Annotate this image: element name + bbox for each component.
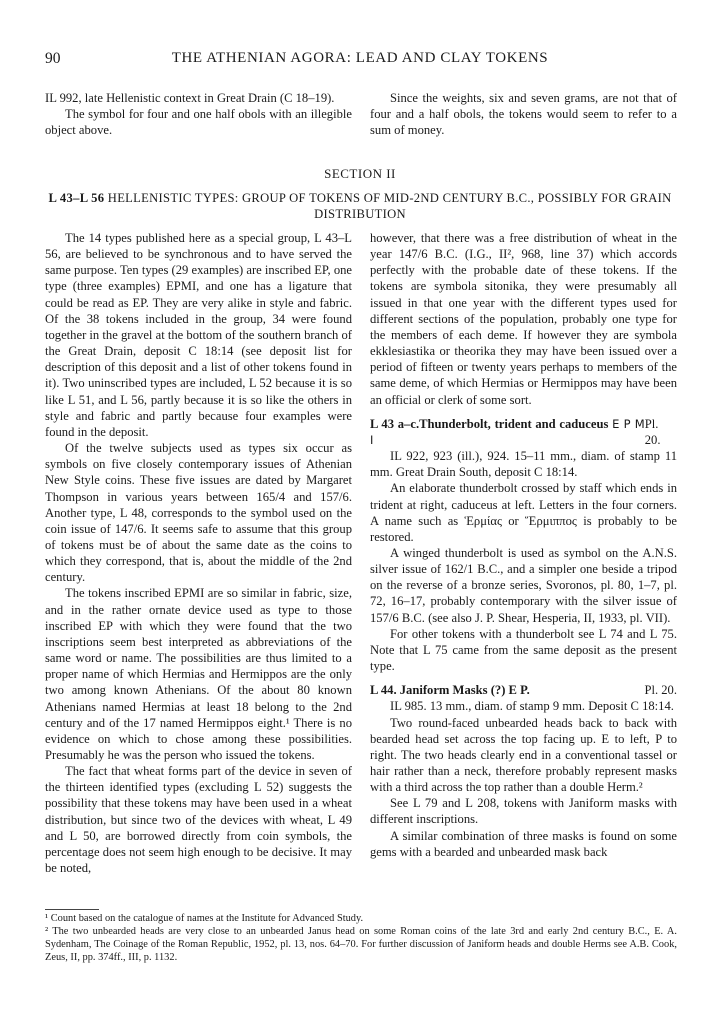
- main-left-column: [45, 230, 352, 876]
- paragraph: A winged thunderbolt is used as symbol on the A.N.S. silver issue of 162/1 B.C., and a simpler one beside a tripod on the reverse of a bronze series, Svoronos, pl. 80, 1–7, pl. 72, 16–17, probably contemporary with the silver issue of 157/6 B.C. (see also J. P. Shear, Hesperia, II, 1933, pl. VII).: [370, 545, 677, 625]
- paragraph: For other tokens with a thunderbolt see L 74 and L 75. Note that L 75 came from the same deposit as the present type.: [370, 626, 677, 674]
- footnote-1: ¹ Count based on the catalogue of names at the Institute for Advanced Study.: [45, 913, 364, 924]
- entry-heading-l44: [370, 682, 677, 698]
- footnote-rule: [45, 909, 99, 910]
- running-header: [45, 50, 675, 72]
- footnote-2: ² The two unbearded heads are very close to an unbearded Janus head on some Roman coins of the late 3rd and early 2nd century B.C., E. A. Sydenham, The Coinage of the Roman Republic, 1952, pl. 13, nos. 64–70. For further discussion of Janiform heads and double Herms see A.B. Cook, Zeus, II, pp. 374ff., III, p. 1132.: [45, 926, 677, 963]
- paragraph: Since the weights, six and seven grams, are not that of four and a half obols, the tokens would seem to refer to a sum of money.: [370, 91, 677, 138]
- entry-title: L 43 a–c.Thunderbolt, trident and caduceus: [370, 416, 609, 431]
- paragraph: IL 985. 13 mm., diam. of stamp 9 mm. Deposit C 18:14.: [390, 699, 674, 714]
- top-right-column: [370, 90, 677, 138]
- running-title: THE ATHENIAN AGORA: LEAD AND CLAY TOKENS: [171, 50, 549, 66]
- paragraph: See L 79 and L 208, tokens with Janiform masks with different inscriptions.: [370, 796, 677, 827]
- paragraph: IL 922, 923 (ill.), 924. 15–11 mm., diam. of stamp 11 mm. Great Drain South, deposit C 18:14.: [370, 449, 677, 480]
- paragraph: Of the twelve subjects used as types six occur as symbols on five closely contemporary issues of Athenian New Style coins. These five issues are dated by Margaret Thompson in various years between 165/4 and 157/6. Another type, L 48, corresponds to the symbol used on the coin issue of 147/6. It seems safe to assume that this group of tokens must be of about the same date as the coins to which they correspond, that is, about the middle of the 2nd century.: [45, 441, 352, 585]
- paragraph: Two round-faced unbearded heads back to back with bearded head set across the top facing up. E to left, P to right. The two heads clearly end in a conventional tassel or hair rather than a neck, therefore probably represent masks with a third across the top rather than a double Herm.²: [370, 715, 677, 795]
- monogram: E P M I: [370, 416, 645, 447]
- heading-text: HELLENISTIC TYPES: GROUP OF TOKENS OF MID-2ND CENTURY B.C., POSSIBLY FOR GRAIN DISTRIBUTION: [107, 191, 672, 221]
- entry-title: L 44. Janiform Masks (?) E P.: [370, 683, 530, 698]
- heading-range: L 43–L 56: [48, 191, 105, 205]
- main-right-column: [370, 230, 677, 860]
- paragraph: An elaborate thunderbolt crossed by staff which ends in trident at right, caduceus at left. Letters in the four corners. A name such as Ἑρμίας or Ἕρμιππος is probably to be restored.: [370, 481, 677, 544]
- entry-heading-l43: [370, 416, 677, 448]
- top-left-column: [45, 90, 352, 138]
- paragraph: IL 992, late Hellenistic context in Great Drain (C 18–19).: [45, 91, 335, 105]
- page-number: 90: [45, 50, 61, 67]
- plate-ref: Pl. 20.: [644, 683, 677, 698]
- paragraph: The 14 types published here as a special group, L 43–L 56, are believed to be synchronous and to have served the same purpose. Ten types (29 examples) are inscribed EP, one type (three examples) EPMI, and one has a ligature that could be read as EP. They are very alike in style and fabric. Of the 38 tokens included in the group, 34 were found together in the gravel at the bottom of the southern branch of the Great Drain, deposit C 18:14 (see deposit list for description of this deposit and a list of other tokens found in it). Two uninscribed types are included, L 52 because it is so like L 51, and L 56, partly because it is so like the others in style and fabric and partly because four examples were found in the deposit.: [45, 231, 352, 439]
- paragraph: The symbol for four and one half obols with an illegible object above.: [45, 107, 352, 138]
- section-heading: [45, 190, 675, 222]
- paragraph: however, that there was a free distribution of wheat in the year 147/6 B.C. (I.G., II², 968, line 37) which accords perfectly with the probable date of these tokens. If the tokens are symbola sitonika, they were presumably all issued in that one year with the different types used for different sections of the population, probably one type for the members of each deme. If however they are symbola ekklesiastika or theorika they may have been issued over a period of fifteen or twenty years perhaps to members of the same deme, of which Hermias or Hermippos may have been an official or clerk of some sort.: [370, 231, 677, 407]
- section-label: SECTION II: [324, 166, 396, 181]
- paragraph: A similar combination of three masks is found on some gems with a bearded and unbearded mask back: [370, 828, 677, 859]
- paragraph: The tokens inscribed EPMI are so similar in fabric, size, and in the rather ornate device used as type to those inscribed EP with which they were found that the two inscriptions seem best interpreted as abbreviations of the same word or name. The possibilities are thus limited to a proper name of which Hermias and Hermippos are the only two among known Athenians. Of the about 80 known Athenians named Hermias at least 18 belong to the 2nd century and of the 17 named Hermippos eight.¹ There is no evidence on which to chose among these possibilities. Presumably he was the person who issued the tokens.: [45, 586, 352, 762]
- paragraph: The fact that wheat forms part of the device in seven of the thirteen identified types (excluding L 52) suggests the possibility that these tokens may have been used in a wheat distribution, but since two of the devices with wheat, L 49 and L 50, are borrowed directly from coin symbols, the percentage does not seem high enough to be decisive. It may be noted,: [45, 764, 352, 876]
- plate-ref: Pl. 20.: [644, 416, 661, 447]
